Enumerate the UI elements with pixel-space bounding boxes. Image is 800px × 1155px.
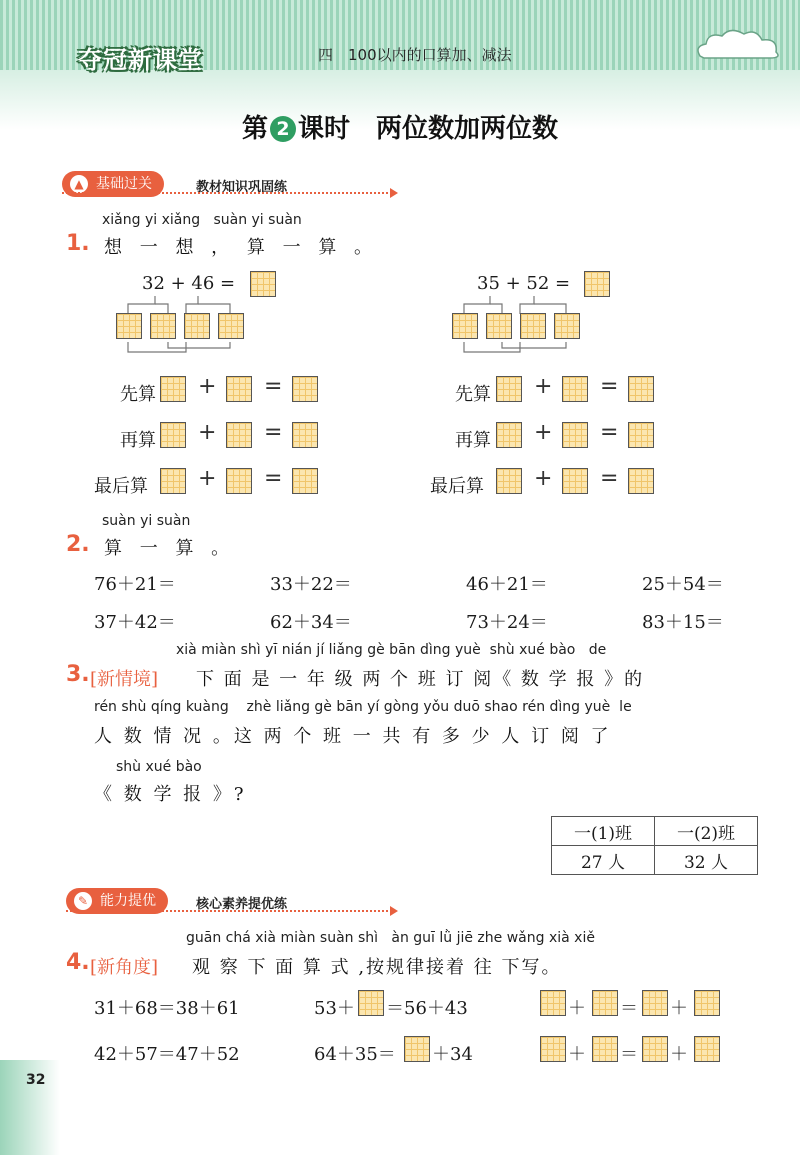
q4-mid-part: 64＋35＝: [314, 1044, 396, 1065]
step-box[interactable]: [628, 422, 654, 448]
step-box[interactable]: [496, 468, 522, 494]
q4-text: 观 察 下 面 算 式 ,按规律接着 往 下写。: [192, 957, 562, 978]
cloud-icon: [690, 24, 790, 64]
step-box[interactable]: [160, 422, 186, 448]
plus-sign: +: [534, 466, 553, 491]
q3-line2: 人 数 情 况 。这 两 个 班 一 共 有 多 少 人 订 阅 了: [94, 726, 612, 747]
answer-box[interactable]: [642, 990, 668, 1016]
step-box[interactable]: [562, 468, 588, 494]
table-header: 一(2)班: [655, 817, 758, 846]
answer-box[interactable]: [358, 990, 384, 1016]
split-box[interactable]: [520, 313, 546, 339]
q1-right-expression: 35 + 52 =: [477, 273, 571, 294]
q2-item: 62＋34＝: [270, 612, 352, 633]
step-box[interactable]: [160, 468, 186, 494]
plus-sign: ＋: [568, 1044, 586, 1065]
equals-sign: ＝: [620, 998, 638, 1019]
step-box[interactable]: [160, 376, 186, 402]
step-box[interactable]: [292, 422, 318, 448]
q4-example: 42＋57＝47＋52: [94, 1044, 240, 1065]
q2-item: 76＋21＝: [94, 574, 176, 595]
q4-mid-part: 53＋: [314, 998, 355, 1019]
step-box[interactable]: [226, 468, 252, 494]
q2-item: 25＋54＝: [642, 574, 724, 595]
split-box[interactable]: [554, 313, 580, 339]
plus-sign: +: [198, 420, 217, 445]
equals-sign: =: [264, 374, 283, 399]
q3-pinyin-line1: xià miàn shì yī nián jí liǎng gè bān dìng yuè shù xué bào de: [176, 642, 607, 658]
split-box[interactable]: [452, 313, 478, 339]
mountain-icon: ▲: [70, 175, 88, 193]
brand-logo: 夺冠新课堂: [78, 46, 203, 74]
answer-box[interactable]: [592, 1036, 618, 1062]
answer-box[interactable]: [694, 1036, 720, 1062]
plus-sign: ＋: [670, 998, 688, 1019]
q2-pinyin: suàn yi suàn: [102, 513, 191, 529]
q3-line1: 下 面 是 一 年 级 两 个 班 订 阅《 数 学 报 》的: [196, 669, 645, 690]
plus-sign: ＋: [670, 1044, 688, 1065]
step-box[interactable]: [628, 468, 654, 494]
answer-box[interactable]: [642, 1036, 668, 1062]
step1-label: 先算: [455, 384, 491, 405]
lesson-number-badge: 2: [270, 116, 296, 142]
equals-sign: =: [600, 374, 619, 399]
answer-box[interactable]: [540, 990, 566, 1016]
q3-line3: 《 数 学 报 》?: [94, 784, 247, 805]
plus-sign: +: [198, 466, 217, 491]
section-subtitle: 核心素养提优练: [196, 897, 288, 912]
split-box[interactable]: [150, 313, 176, 339]
split-box[interactable]: [116, 313, 142, 339]
q2-item: 46＋21＝: [466, 574, 548, 595]
step-box[interactable]: [496, 422, 522, 448]
q4-tag: [新角度]: [90, 957, 159, 978]
table-cell: 32 人: [655, 846, 758, 875]
answer-box[interactable]: [540, 1036, 566, 1062]
plus-sign: ＋: [568, 998, 586, 1019]
arrow-icon: [390, 906, 398, 916]
equals-sign: =: [264, 466, 283, 491]
q2-item: 37＋42＝: [94, 612, 176, 633]
q1-number: 1.: [66, 231, 90, 256]
q4-example: 31＋68＝38＋61: [94, 998, 240, 1019]
q2-item: 33＋22＝: [270, 574, 352, 595]
answer-box[interactable]: [694, 990, 720, 1016]
subscription-table: [551, 816, 758, 875]
step-box[interactable]: [562, 376, 588, 402]
step-box[interactable]: [226, 376, 252, 402]
q1-pinyin: xiǎng yi xiǎng suàn yi suàn: [102, 212, 302, 228]
table-cell: 27 人: [552, 846, 655, 875]
section-subtitle: 教材知识巩固练: [196, 180, 288, 195]
answer-box[interactable]: [592, 990, 618, 1016]
step3-label: 最后算: [94, 476, 148, 497]
chapter-title: 四 100以内的口算加、减法: [318, 46, 512, 64]
step-box[interactable]: [496, 376, 522, 402]
q3-number: 3.: [66, 662, 90, 687]
title-suffix: 课时 两位数加两位数: [298, 114, 559, 144]
step-box[interactable]: [292, 468, 318, 494]
equals-sign: =: [264, 420, 283, 445]
q4-pinyin: guān chá xià miàn suàn shì àn guī lǜ jiē zhe wǎng xià xiě: [186, 930, 595, 946]
equals-sign: ＝: [620, 1044, 638, 1065]
q2-item: 83＋15＝: [642, 612, 724, 633]
step-box[interactable]: [226, 422, 252, 448]
q1-left-expression: 32 + 46 =: [142, 273, 236, 294]
plus-sign: +: [534, 420, 553, 445]
page-number: 32: [26, 1072, 46, 1088]
q3-pinyin-line2: rén shù qíng kuàng zhè liǎng gè bān yí gòng yǒu duō shao rén dìng yuè le: [94, 699, 632, 715]
equals-sign: =: [600, 420, 619, 445]
plus-sign: +: [198, 374, 217, 399]
split-box[interactable]: [218, 313, 244, 339]
q2-item: 73＋24＝: [466, 612, 548, 633]
step3-label: 最后算: [430, 476, 484, 497]
section-badge-label: 基础过关: [96, 176, 152, 192]
q1-text: 想 一 想 ， 算 一 算 。: [104, 237, 379, 258]
plus-sign: +: [534, 374, 553, 399]
step2-label: 再算: [455, 430, 491, 451]
equals-sign: =: [600, 466, 619, 491]
dotted-divider: [62, 192, 392, 194]
pencil-icon: ✎: [74, 892, 92, 910]
q3-pinyin-line3: shù xué bào: [116, 759, 202, 775]
page-title: [0, 108, 800, 145]
split-box[interactable]: [184, 313, 210, 339]
dotted-divider: [66, 910, 392, 912]
q2-text: 算 一 算 。: [104, 538, 236, 559]
q4-mid-part: ＋34: [432, 1044, 473, 1065]
title-prefix: 第: [241, 114, 268, 144]
step-box[interactable]: [628, 376, 654, 402]
step-box[interactable]: [292, 376, 318, 402]
q4-mid-part: ＝56＋43: [386, 998, 468, 1019]
q4-number: 4.: [66, 950, 90, 975]
arrow-icon: [390, 188, 398, 198]
step2-label: 再算: [120, 430, 156, 451]
q3-tag: [新情境]: [90, 669, 159, 690]
q2-number: 2.: [66, 532, 90, 557]
table-header: 一(1)班: [552, 817, 655, 846]
step-box[interactable]: [562, 422, 588, 448]
section-badge-label: 能力提优: [100, 893, 156, 909]
step1-label: 先算: [120, 384, 156, 405]
split-box[interactable]: [486, 313, 512, 339]
answer-box[interactable]: [404, 1036, 430, 1062]
